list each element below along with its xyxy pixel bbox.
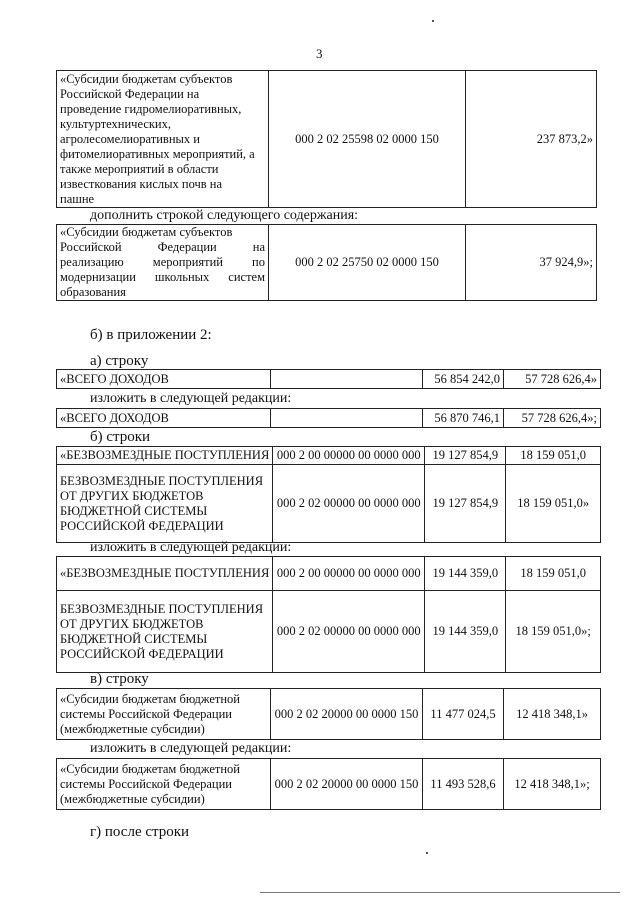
subsidy-row-old: «Субсидии бюджетам бюджетной системы Российской Федерации (межбюджетные субсидии) 000 2 02 20000 00 0000 150 11 477 024,5 12 418 348,1» [56, 688, 601, 740]
gratuitous-rows-new: «БЕЗВОЗМЕЗДНЫЕ ПОСТУПЛЕНИЯ 000 2 00 00000 00 0000 000 19 144 359,0 18 159 051,0 БЕЗВОЗМЕЗДНЫЕ ПОСТУПЛЕНИЯ ОТ ДРУГИХ БЮДЖЕТОВ БЮДЖЕТНОЙ СИСТЕМЫ РОССИЙСКОЙ ФЕДЕРАЦИИ 000 2 02 00000 00 0000 000 19 144 359,0 18 159 051,0»; [56, 556, 601, 673]
total-row-new: «ВСЕГО ДОХОДОВ 56 870 746,1 57 728 626,4»; [56, 408, 601, 428]
section-b-heading: б) в приложении 2: [90, 327, 212, 343]
scan-speck [432, 20, 434, 22]
item-a-label: а) строку [90, 353, 149, 369]
subsidy-table-2 [56, 224, 597, 301]
scan-speck [426, 852, 428, 854]
phrase-edit-3: изложить в следующей редакции: [90, 741, 292, 756]
phrase-edit-1: изложить в следующей редакции: [90, 391, 292, 406]
subsidy-table-1 [56, 70, 597, 208]
amount-cell: 237 873,2» [466, 71, 597, 208]
total-row-old: «ВСЕГО ДОХОДОВ 56 854 242,0 57 728 626,4» [56, 369, 601, 389]
footer-rule [260, 892, 620, 893]
item-g-label: г) после строки [90, 824, 190, 840]
classification-code: 000 2 02 25598 02 0000 150 [269, 71, 466, 208]
gratuitous-rows-old: «БЕЗВОЗМЕЗДНЫЕ ПОСТУПЛЕНИЯ 000 2 00 00000 00 0000 000 19 127 854,9 18 159 051,0 БЕЗВОЗМЕЗДНЫЕ ПОСТУПЛЕНИЯ ОТ ДРУГИХ БЮДЖЕТОВ БЮДЖЕТНОЙ СИСТЕМЫ РОССИЙСКОЙ ФЕДЕРАЦИИ 000 2 02 00000 00 0000 000 19 127 854,9 18 159 051,0» [56, 446, 601, 543]
item-v-label: в) строку [90, 671, 149, 687]
page-number: 3 [316, 46, 323, 61]
subsidy-name-cell: «Субсидии бюджетам субъектов Российской Федерации на проведение гидромелиоративных, культуртехнических, агролесомелиоративных и фитомелиоративных мероприятий, а также мероприятий в области известкования кислых почв на пашне [57, 71, 269, 208]
phrase-add-row: дополнить строкой следующего содержания: [90, 208, 359, 223]
amount-cell: 37 924,9»; [466, 225, 597, 301]
subsidy-name-cell: «Субсидии бюджетам субъектов Российской Федерации на реализацию мероприятий по модернизации школьных систем образования [57, 225, 269, 301]
phrase-edit-2: изложить в следующей редакции: [90, 540, 292, 555]
subsidy-row-new: «Субсидии бюджетам бюджетной системы Российской Федерации (межбюджетные субсидии) 000 2 02 20000 00 0000 150 11 493 528,6 12 418 348,1»; [56, 758, 601, 810]
item-b-label: б) строки [90, 429, 151, 445]
classification-code: 000 2 02 25750 02 0000 150 [269, 225, 466, 301]
